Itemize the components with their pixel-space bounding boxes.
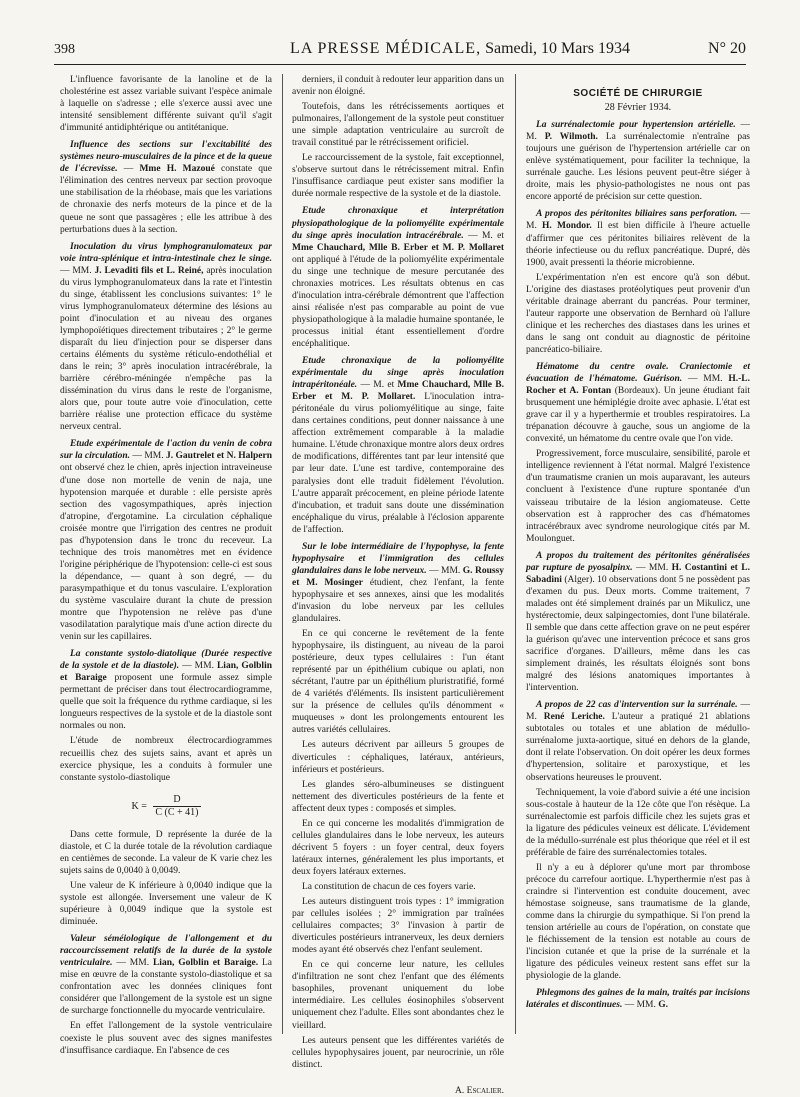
separator: — M. [526, 700, 751, 723]
article-body: proposent une formule assez simple permettant de préciser dans tout électrocardiogramme, quelle que soit la fréquence du rythme cardiaque, si les longueurs respectives de la systole et de la diastole sont normales ou non. [60, 673, 272, 732]
article-title: Valeur séméiologique de l'allongement et du raccourcissement relatifs de la durée de la systole ventriculaire. [60, 934, 272, 969]
article-body: Il est bien difficile à l'heure actuelle d'affirmer que ces péritonites biliaires relèvent de la théorie infectieuse ou du reflux pancréatique. Dupré, dès 1900, avait pressenti la théorie microbienne. [526, 221, 750, 268]
formula-denominator: C (C + 41) [155, 806, 199, 818]
article-body: L'auteur a pratiqué 21 ablations subtotales ou totales et une ablation de médullo-surrénalome juxta-aortique, situé en dehors de la glande, dont il relate l'observation. On doit opérer les deux formes d'hypertension, solitaire et paroxystique, et les observations heureuses le prouvent. [526, 712, 750, 783]
body-paragraph: Les auteurs pensent que les différentes variétés de cellules hypophysaires jouent, par neurocrinie, un rôle distinct. [292, 1035, 504, 1070]
article-title: La constante systolo-diatolique (Durée respective de la systole et de la diastole). [60, 649, 272, 672]
body-paragraph: derniers, il conduit à redouter leur apparition dans un avenir non éloigné. [292, 75, 504, 98]
article-title: Etude expérimentale de l'action du venin de cobra sur la circulation. [60, 439, 272, 462]
article-authors: G. Roussy et M. Mosinger [292, 565, 504, 588]
article-body: ont observé chez le chien, après injection intraveineuse d'une dose non mortelle de venin de naja, une hypotension marquée et durable : elle persiste après section des vagosympathiques, après injection d'atropine, d'ergotamine. La circulation céphalique croisée montre que l'irrigation des centres ne produit pas d'hypotension dans le tronc du receveur. La technique des trois manomètres met en évidence l'origine périphérique de l'hypotension: celle-ci est sous la dépendance, — quant à son degré, — du parasympathique et du tonus vasculaire. L'exploration du système vasculaire durant la chute de pression montre que l'hypotension ne relève pas d'une vasodilatation paralytique mais d'une action directe du venin sur les capillaires. [60, 463, 272, 643]
article-authors: Mme Chauchard, Mlle B. Erber et M. P. Mollaret [292, 242, 504, 253]
article-title: A propos du traitement des péritonites généralisées par rupture de pyosalpinx. [526, 550, 750, 573]
article-title: A propos des péritonites biliaires sans perforation. [536, 209, 738, 220]
formula-lhs: K = [131, 800, 147, 812]
body-paragraph: Les glandes séro-albumineuses se distinguent nettement des diverticules postérieurs de la fente et affectent deux types : composés et simples. [292, 779, 504, 814]
column-left [60, 74, 273, 1056]
article-authors: H. Costantini et L. Sabadini [526, 562, 750, 585]
article-body: constate que l'élimination des centres nerveux par section provoque une stabilisation de la rhéobase, mais que les variations de chronaxie des nerfs moteurs de la pince et de la queue ne sont que passagères ; elle les attribue à des perturbations dues à la section. [60, 164, 273, 235]
separator: — [117, 164, 140, 175]
article-authors: Mme Chauchard, Mlle B. Erber et M. P. Mollaret. [292, 380, 504, 403]
article-title: Inoculation du virus lymphogranulomateux par voie intra-splénique et intra-intestinale chez le singe. [60, 241, 272, 264]
article-title: Influence des sections sur l'excitabilité des systèmes neuro-musculaires de la pince et de la queue de l'écrevisse. [60, 140, 272, 175]
article-body: après inoculation du virus lymphogranulomateux dans la rate et l'intestin du singe, établissent les conclusions suivantes: 1° le virus lymphogranulomateux détermine des lésions au point d'inoculation et au niveau des organes lymphopoïétiques directement tributaires ; 2° le germe disparaît du lieu d'injection pour se disperser dans certains éléments du système réticulo-endothélial et dans le rein; 3° après inoculation intracérébrale, la barrière cérébro-méningée n'empêche pas la dissémination du virus dans le reste de l'organisme, alors que, pour toute autre voie d'inoculation, cette barrière réalise une protection efficace du système nerveux central. [60, 265, 272, 433]
article-body: La mise en œuvre de la constante systolo-diastolique et sa confrontation avec les données cliniques font considérer que l'allongement de la systole est un signe de surcharge fonctionnelle du myocarde ventriculaire. [60, 958, 272, 1017]
article-title: Etude chronaxique de la poliomyélite expérimentale du singe après inoculation intrapéritonéale. [292, 356, 504, 391]
separator: — M. et [357, 380, 398, 391]
article-authors: Mme H. Mazoué [139, 164, 215, 175]
article-body: L'inoculation intra-péritonéale du virus poliomyélitique au singe, faite dans certaines conditions, peut donner naissance à une affection extrêmement comparable à la maladie humaine. L'étude chronaxique montre alors deux ordres de modifications, différentes tant par leur intensité que par leur date. L'une est tardive, contemporaine des paralysies dont elle traduit fidèlement l'évolution. L'autre apparaît précocement, en pleine période latente d'incubation, et traduit sans doute une dissémination encéphalique du virus, préalable à l'éclosion apparente de l'affection. [292, 392, 505, 535]
body-paragraph: En ce qui concerne le revêtement de la fente hypophysaire, ils distinguent, au niveau de la paroi postérieure, deux types cellulaires : l'un étant représenté par un épithélium cubique ou aplati, non sécrétant, l'autre par un épithélium pluristratifié, formé de 4 variétés d'éléments. Ils insistent particulièrement sur la présence de cellules qu'ils dénomment « muqueuses » dont les prolongements entourent les autres variétés cellulaires. [292, 629, 504, 736]
article-body: La surrénalectomie n'entraîne pas toujours une guérison de l'hypertension artérielle car on enlève systématiquement, pour faciliter la technique, la surrénale gauche. Les lésions peuvent peut-être siéger à droite, mais les physio-pathologistes ne nous ont pas encore apporté de précision sur cette question. [526, 132, 750, 203]
article-ecrevisse [60, 139, 272, 235]
separator: — MM. [622, 1000, 659, 1011]
article-surrenale-22-cas [526, 699, 750, 783]
header-rule [54, 64, 746, 65]
article-authors: Lian, Golblin et Baraige. [152, 958, 259, 969]
column-right [526, 74, 750, 1034]
separator: — MM. [112, 958, 153, 969]
article-title: Hématome du centre ovale. Craniectomie et évacuation de l'hématome. Guérison. [526, 361, 750, 385]
separator: — M. et [463, 230, 504, 241]
separator: — MM. [179, 661, 217, 672]
article-peritonites-biliaires [526, 208, 750, 268]
body-paragraph: Une valeur de K inférieure à 0,0040 indique que la systole est allongée. Inversement une valeur de K supérieure à 0,0049 indique que la systole est diminuée. [60, 880, 272, 928]
article-title: Phlegmons des gaines de la main, traités par incisions latérales et discontinues. [526, 988, 750, 1011]
body-paragraph: Dans cette formule, D représente la durée de la diastole, et C la durée totale de la révolution cardiaque en centièmes de seconde. La valeur de K varie chez les sujets sains de 0,0040 à 0,0049. [60, 829, 272, 876]
separator: — M. [526, 120, 751, 143]
article-hypophyse [292, 541, 504, 625]
article-title: A propos de 22 cas d'intervention sur la surrénale. [536, 700, 738, 711]
body-paragraph: La constitution de chacun de ces foyers varie. [302, 882, 476, 892]
article-venin-cobra [60, 438, 272, 643]
article-body: ont appliqué à l'étude de la poliomyélite expérimentale du singe une technique de mesure percutanée des chronaxies motrices. Les résultats obtenus en cas d'inoculation intra-cérébrale démontrent que l'affection ainsi réalisée n'est pas comparable au point de vue physiopathologique à la maladie humaine spontanée, le processus initial étant essentiellement d'ordre encéphalitique. [292, 254, 504, 349]
article-lymphogranulomateux [60, 241, 272, 434]
body-paragraph: Les auteurs décrivent par ailleurs 5 groupes de diverticules : céphaliques, latéraux, antérieurs, inférieurs et postérieurs. [292, 740, 504, 775]
article-authors: P. Wilmoth. [544, 132, 598, 143]
article-pyosalpinx [526, 550, 750, 695]
article-authors: H. Mondor. [542, 221, 592, 232]
article-authors: J. Levaditi fils et L. Reiné, [94, 265, 204, 276]
formula-k [60, 794, 272, 819]
body-paragraph: Les auteurs distinguent trois types : 1° immigration par cellules isolées ; 2° immigration par traînées cellulaires compactes; 3° l'invasion à partir de diverticules postérieurs intranerveux, les deux derniers modes ayant été observés chez l'enfant seulement. [292, 897, 504, 956]
article-authors: Lian, Golblin et Baraige [60, 661, 272, 684]
column-divider [282, 74, 283, 1034]
intro-paragraph: L'influence favorisante de la lanoline et de la cholestérine est assez variable suivant l'espèce animale à laquelle on s'adresse ; elle s'exerce aussi avec une intensité sensiblement différente suivant qu'il s'agit d'immunité antidiphtérique ou antitétanique. [60, 75, 272, 134]
article-phlegmons [526, 987, 750, 1011]
body-paragraph: En effet l'allongement de la systole ventriculaire coexiste le plus souvent avec des signes manifestes d'insuffisance cardiaque. En l'absence de ces [60, 1021, 272, 1056]
body-paragraph: Le raccourcissement de la systole, fait exceptionnel, s'observe surtout dans le rétrécissement mitral. Enfin l'insuffisance cardiaque peut exister sans modifier la durée normale respective de la systole et de la diastole. [292, 153, 504, 200]
article-poliomyelite-intracerebrale [292, 205, 504, 350]
body-paragraph: En ce qui concerne les modalités d'immigration de cellules glandulaires dans le lobe nerveux, les auteurs décrivent 5 foyers : un foyer central, deux foyers latéraux internes, généralement les plus importants, et deux foyers latéraux externes. [292, 818, 504, 877]
page-header [54, 40, 746, 62]
separator: — MM. [632, 562, 672, 573]
body-paragraph: L'expérimentation n'en est encore qu'à son début. L'origine des diastases protéolytiques peut provenir d'un véritable drainage aberrant du pancréas. Pour terminer, l'auteur rapporte une observation de Bernhard où l'allure clinique et les recherches des diastases dans les urines et dans le sang ont conduit au diagnostic de péritoine pancréatico-biliaire. [526, 272, 750, 355]
article-authors: J. Gautrelet et N. Halpern [166, 451, 272, 462]
article-authors: H.-L. Rocher et A. Fontan [526, 374, 750, 397]
article-title: La surrénalectomie pour hypertension artérielle. [536, 120, 736, 131]
author-signature: A. Escalier. [455, 1085, 504, 1096]
separator: — MM. [130, 451, 166, 462]
body-paragraph: Il n'y a eu à déplorer qu'une mort par thrombose précoce du carrefour aortique. L'hyperthermie n'est pas à craindre si l'intervention est conduite doucement, avec hémostase soigneuse, sans traumatisme de la glande, comme dans la chirurgie du sympathique. Si l'on prend la tension artérielle au cours de l'opération, on constate que le fléchissement de la tension est notable au cours de l'incision cutanée et que la prise de la surrénale et la ligature des pédicules veineux restent sans effet sur la physiologie de la glande. [526, 862, 750, 982]
page-number: 398 [54, 42, 75, 57]
article-constante-systolo [60, 648, 272, 732]
article-body: étudient, chez l'enfant, la fente hypophysaire et ses annexes, ainsi que les modalités d'invasion du lobe nerveux par les cellules glandulaires. [292, 577, 504, 625]
body-paragraph: Techniquement, la voie d'abord suivie a été une incision sous-costale à hauteur de la 12e côte que l'on résèque. La surrénalectomie est parfois difficile chez les sujets gras et la ligature des pédicules veineux est délicate. L'évidement de la médullo-surrénale est plus théorique que réel et il est préférable de faire des surrénalectomies totales. [526, 787, 750, 858]
separator: — MM. [426, 565, 463, 576]
article-title: Etude chronaxique et interprétation physiopathologique de la poliomyélite expérimentale du singe après inoculation intracérébrale. [292, 206, 504, 241]
article-title: Sur le lobe intermédiaire de l'hypophyse, la fente hypophysaire et l'immigration des cellules glandulaires dans le lobe nerveux. [292, 541, 504, 576]
separator: — MM. [682, 374, 729, 385]
article-hematome [526, 361, 750, 445]
separator: — M. [526, 209, 750, 232]
section-heading: SOCIÉTÉ DE CHIRURGIE [573, 88, 703, 99]
issue-date: Samedi, 10 Mars 1934 [485, 40, 630, 57]
journal-masthead [254, 40, 666, 58]
body-paragraph: Toutefois, dans les rétrécissements aortiques et pulmonaires, l'allongement de la systole peut constituer une simple adaptation ventriculaire au surcroît de travail constitué par le rétrécissement orificiel. [292, 102, 504, 149]
article-semeiologique [60, 933, 272, 1017]
column-divider [515, 74, 516, 1034]
article-authors: G. [658, 1000, 668, 1011]
column-middle [292, 74, 505, 1096]
separator: — MM. [60, 265, 95, 276]
article-authors: René Leriche. [543, 712, 605, 723]
article-surrenalectomie [526, 119, 750, 203]
article-body: (Bordeaux). Un jeune étudiant fait brusquement une hémiplégie droite avec aphasie. L'état est grave car il y a hyperthermie et troubles respiratoires. La trépanation découvre à gauche, sous un angiome de la convexité, un hématome du centre ovale que l'on vide. [526, 386, 750, 445]
formula-fraction [153, 794, 200, 819]
body-paragraph: Progressivement, force musculaire, sensibilité, parole et intelligence reviennent à l'état normal. Malgré l'existence d'un traumatisme cranien un mois auparavant, les auteurs concluent à l'existence d'une rupture spontanée d'un vaisseau tributaire de la lésion angiomateuse. Cette observation est à rapprocher des cas d'hématomes intracérébraux avec syndrome neurologique cités par M. Moulonguet. [526, 449, 750, 544]
article-body: (Alger). 10 observations dont 5 ne possèdent pas d'examen du pus. Deux morts. Comme traitement, 7 malades ont été simplement drainés par un Mikulicz, une hystérectomie, deux salpingectomies, dont l'une bilatérale. Il semble que dans cette affection grave on ne peut espérer la guérison qu'avec une intervention précoce et sans gros sacrifice d'organes. D'ailleurs, même dans les cas simplement drainés, les résultats éloignés sont bons malgré des lésions anatomiques importantes à l'intervention. [526, 574, 750, 694]
body-paragraph: En ce qui concerne leur nature, les cellules d'infiltration ne sont chez l'enfant que des éléments basophiles, provenant uniquement du lobe intermédiaire. Les cellules éosinophiles s'observent uniquement chez l'adulte. Elles sont abondantes chez le vieillard. [292, 960, 504, 1031]
journal-title: LA PRESSE MÉDICALE, [290, 40, 482, 57]
article-poliomyelite-intraperitoneale [292, 355, 504, 536]
section-date: 28 Février 1934. [604, 102, 672, 114]
body-paragraph: L'étude de nombreux électrocardiogrammes recueillis chez des sujets sains, avant et après un exercice physique, les a conduits à formuler une constante systolo-diastolique [60, 736, 272, 783]
formula-numerator: D [153, 794, 200, 807]
issue-number: N° 20 [708, 40, 746, 57]
